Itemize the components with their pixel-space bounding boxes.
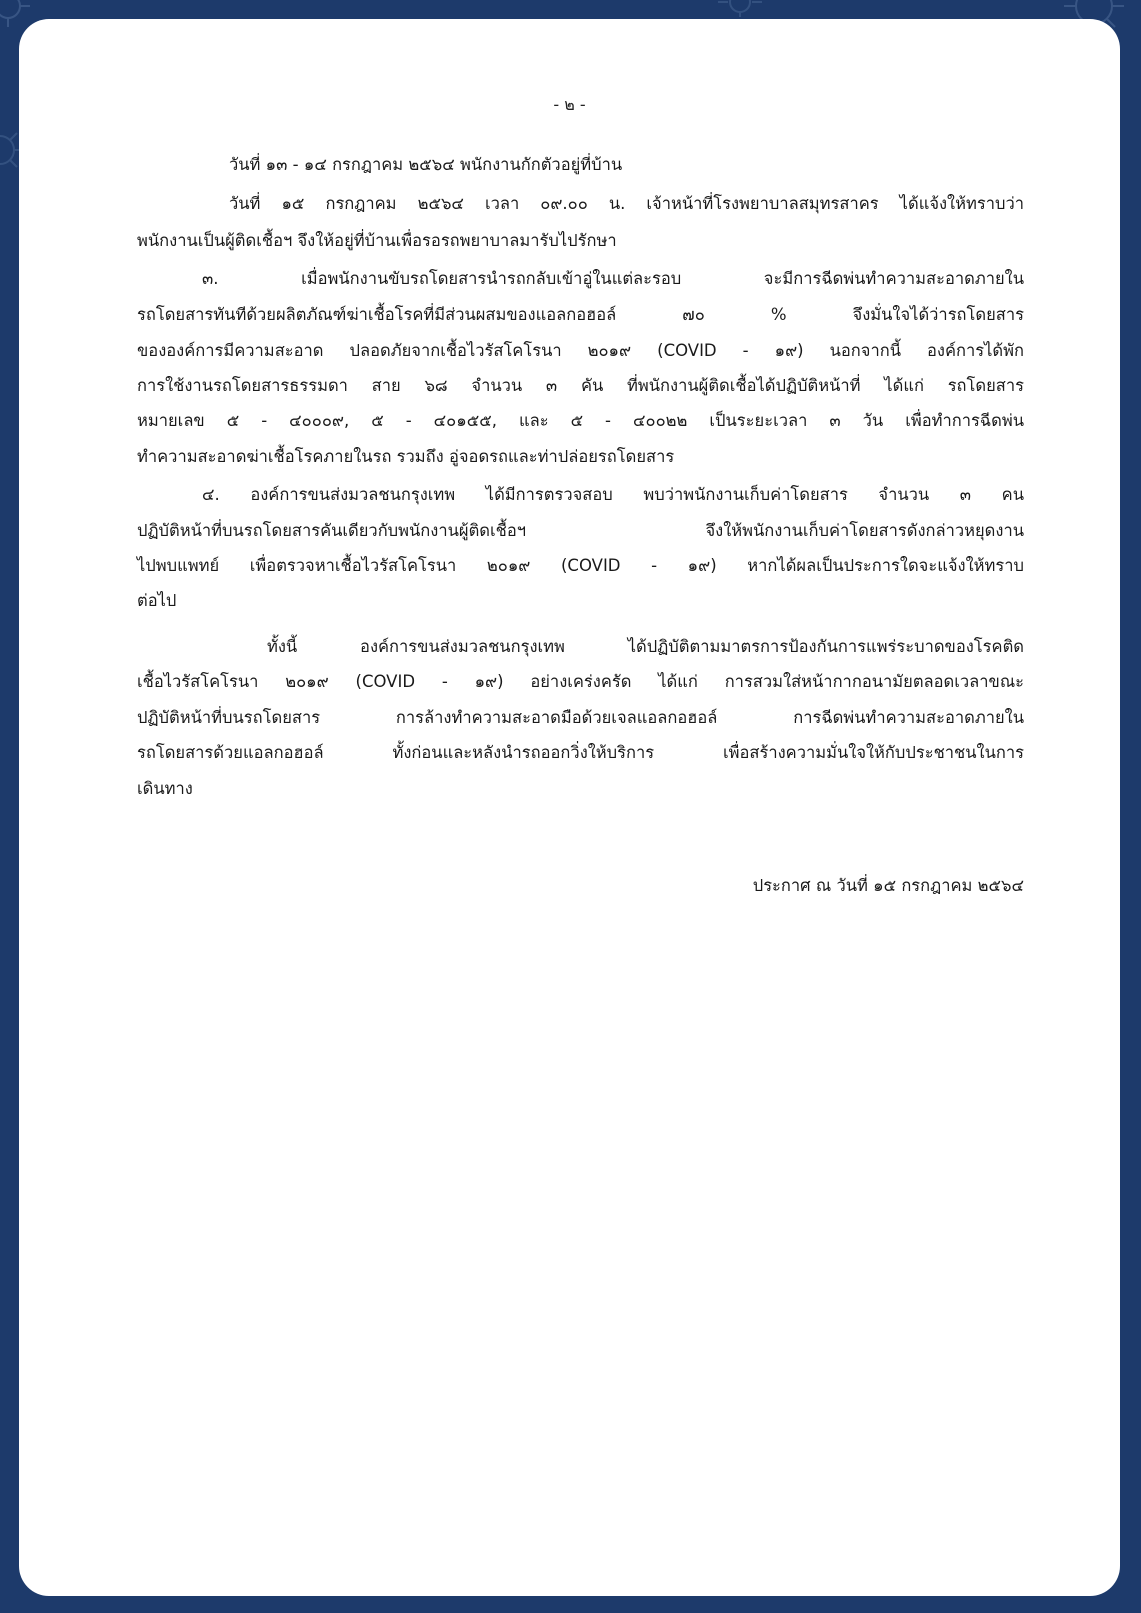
paragraph-line: การใช้งานรถโดยสารธรรมดา สาย ๖๘ จำนวน ๓ คัน ที่พนักงานผู้ติดเชื้อได้ปฏิบัติหน้าที่ ได้แก่ รถโดยสาร bbox=[137, 376, 1024, 395]
paragraph-line: ทำความสะอาดฆ่าเชื้อโรคภายในรถ รวมถึง อู่จอดรถและท่าปล่อยรถโดยสาร bbox=[137, 447, 675, 466]
paragraph-line: เดินทาง bbox=[137, 779, 193, 798]
paragraph-line: ไปพบแพทย์ เพื่อตรวจหาเชื้อไวรัสโคโรนา ๒๐๑๙ (COVID - ๑๙) หากได้ผลเป็นประการใดจะแจ้งให้ทราบ bbox=[137, 556, 1024, 575]
paragraph-line: รถโดยสารทันทีด้วยผลิตภัณฑ์ฆ่าเชื้อโรคที่มีส่วนผสมของแอลกอฮอล์ ๗๐ % จึงมั่นใจได้ว่ารถโดยสาร bbox=[137, 305, 1024, 324]
page-number: - ๒ - bbox=[553, 95, 586, 114]
paragraph-line: ๓. เมื่อพนักงานขับรถโดยสารนำรถกลับเข้าอู่ในแต่ละรอบ จะมีการฉีดพ่นทำความสะอาดภายใน bbox=[202, 269, 1024, 288]
paragraph-line: ๔. องค์การขนส่งมวลชนกรุงเทพ ได้มีการตรวจสอบ พบว่าพนักงานเก็บค่าโดยสาร จำนวน ๓ คน bbox=[202, 485, 1024, 504]
paragraph-line: ต่อไป bbox=[137, 591, 177, 610]
paragraph-line: วันที่ ๑๓ - ๑๔ กรกฎาคม ๒๕๖๔ พนักงานกักตัวอยู่ที่บ้าน bbox=[229, 155, 623, 174]
virus-decoration-icon bbox=[700, 0, 780, 18]
paragraph-line: ขององค์การมีความสะอาด ปลอดภัยจากเชื้อไวรัสโคโรนา ๒๐๑๙ (COVID - ๑๙) นอกจากนี้ องค์การได้พัก bbox=[137, 341, 1024, 360]
paragraph-line: วันที่ ๑๕ กรกฎาคม ๒๕๖๔ เวลา ๐๙.๐๐ น. เจ้าหน้าที่โรงพยาบาลสมุทรสาคร ได้แจ้งให้ทราบว่า bbox=[229, 194, 1024, 213]
paragraph-line: ปฏิบัติหน้าที่บนรถโดยสาร การล้างทำความสะอาดมือด้วยเจลแอลกอฮอล์ การฉีดพ่นทำความสะอาดภายใน bbox=[137, 708, 1024, 727]
paragraph-line: เชื้อไวรัสโคโรนา ๒๐๑๙ (COVID - ๑๙) อย่างเคร่งครัด ได้แก่ การสวมใส่หน้ากากอนามัยตลอดเวลาขณะ bbox=[137, 672, 1024, 691]
virus-decoration-icon bbox=[0, 90, 20, 210]
announcement-date: ประกาศ ณ วันที่ ๑๕ กรกฎาคม ๒๕๖๔ bbox=[752, 876, 1024, 895]
paragraph-line: รถโดยสารด้วยแอลกอฮอล์ ทั้งก่อนและหลังนำรถออกวิ่งให้บริการ เพื่อสร้างความมั่นใจให้กับประชาชนในการ bbox=[137, 743, 1024, 762]
paragraph-line: ทั้งนี้ องค์การขนส่งมวลชนกรุงเทพ ได้ปฏิบัติตามมาตรการป้องกันการแพร่ระบาดของโรคติด bbox=[267, 637, 1024, 656]
paragraph-line: หมายเลข ๕ - ๔๐๐๐๙, ๕ - ๔๐๑๕๕, และ ๕ - ๔๐๐๒๒ เป็นระยะเวลา ๓ วัน เพื่อทำการฉีดพ่น bbox=[137, 411, 1024, 430]
document-page bbox=[19, 19, 1120, 1596]
paragraph-line: พนักงานเป็นผู้ติดเชื้อฯ จึงให้อยู่ที่บ้านเพื่อรอรถพยาบาลมารับไปรักษา bbox=[137, 231, 617, 250]
paragraph-line: ปฏิบัติหน้าที่บนรถโดยสารคันเดียวกับพนักงานผู้ติดเชื้อฯ จึงให้พนักงานเก็บค่าโดยสารดังกล่าวหยุดงาน bbox=[137, 521, 1024, 540]
